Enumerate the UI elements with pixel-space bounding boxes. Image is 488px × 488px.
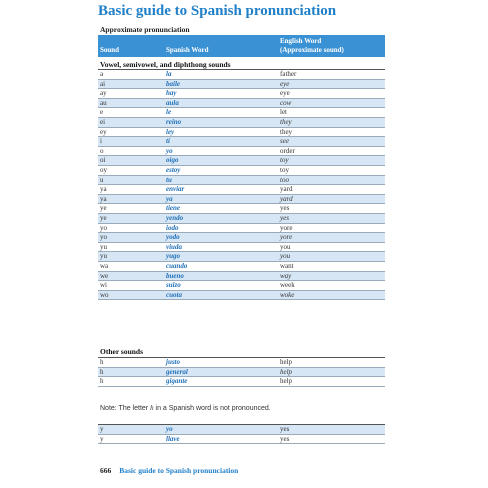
section-title-other: Other sounds bbox=[100, 347, 144, 356]
cell-english-word: they bbox=[280, 127, 293, 136]
table-row bbox=[98, 214, 385, 224]
cell-spanish-word: yendo bbox=[166, 214, 184, 222]
table-row bbox=[98, 377, 385, 387]
cell-spanish-word: justo bbox=[166, 358, 181, 366]
cell-sound: h bbox=[100, 377, 104, 386]
cell-spanish-word: estoy bbox=[166, 166, 181, 174]
header-spanish-word: Spanish Word bbox=[166, 46, 209, 54]
cell-english-word: order bbox=[280, 146, 295, 155]
table-row bbox=[98, 70, 385, 80]
table-row bbox=[98, 281, 385, 291]
table-row bbox=[98, 243, 385, 253]
cell-spanish-word: cuota bbox=[166, 290, 182, 299]
cell-english-word: yes bbox=[280, 434, 290, 443]
cell-spanish-word: yo bbox=[166, 146, 173, 155]
cell-spanish-word: aula bbox=[166, 98, 179, 107]
cell-sound: yo bbox=[100, 233, 107, 242]
cell-spanish-word: yo bbox=[166, 425, 173, 433]
cell-spanish-word: ley bbox=[166, 127, 175, 136]
cell-spanish-word: viuda bbox=[166, 242, 182, 251]
cell-spanish-word: bueno bbox=[166, 271, 184, 280]
table-row bbox=[98, 176, 385, 186]
cell-spanish-word: yodo bbox=[166, 233, 180, 242]
cell-spanish-word: reino bbox=[166, 118, 182, 126]
table-row bbox=[98, 80, 385, 90]
cell-sound: u bbox=[100, 175, 104, 184]
cell-spanish-word: la bbox=[166, 70, 172, 78]
cell-english-word: eye bbox=[280, 79, 290, 88]
cell-sound: ay bbox=[100, 89, 107, 98]
cell-sound: oi bbox=[100, 156, 106, 165]
cell-english-word: help bbox=[280, 367, 293, 376]
cell-english-word: yore bbox=[280, 223, 293, 232]
cell-sound: ya bbox=[100, 185, 107, 194]
cell-english-word: cow bbox=[280, 98, 292, 107]
table-row bbox=[98, 185, 385, 195]
cell-sound: y bbox=[100, 425, 104, 433]
table-row bbox=[98, 272, 385, 282]
cell-english-word: want bbox=[280, 262, 294, 270]
cell-english-word: too bbox=[280, 175, 289, 184]
cell-english-word: let bbox=[280, 108, 287, 117]
cell-spanish-word: general bbox=[166, 367, 188, 376]
cell-english-word: way bbox=[280, 271, 292, 280]
table-row bbox=[98, 435, 385, 445]
cell-spanish-word: tí bbox=[166, 137, 170, 146]
cell-spanish-word: cuando bbox=[166, 262, 188, 270]
cell-sound: o bbox=[100, 146, 104, 155]
cell-sound: ey bbox=[100, 127, 107, 136]
note-text: Note: The letter h in a Spanish word is not pronounced. bbox=[100, 404, 271, 412]
cell-english-word: help bbox=[280, 358, 293, 366]
cell-sound: oy bbox=[100, 166, 107, 174]
cell-sound: h bbox=[100, 367, 104, 376]
cell-spanish-word: iodo bbox=[166, 223, 179, 232]
cell-sound: yu bbox=[100, 252, 107, 261]
cell-english-word: you bbox=[280, 242, 291, 251]
cell-english-word: week bbox=[280, 281, 295, 290]
cell-sound: h bbox=[100, 358, 104, 366]
cell-spanish-word: yugo bbox=[166, 252, 180, 261]
table-row bbox=[98, 425, 385, 435]
table-row bbox=[98, 99, 385, 109]
table-row bbox=[98, 89, 385, 99]
section-title-vowels: Vowel, semivowel, and diphthong sounds bbox=[100, 60, 231, 69]
table-row bbox=[98, 195, 385, 205]
header-english-word: English Word bbox=[280, 37, 322, 45]
cell-sound: ya bbox=[100, 194, 107, 203]
cell-english-word: they bbox=[280, 118, 292, 126]
cell-english-word: see bbox=[280, 137, 289, 146]
cell-english-word: yes bbox=[280, 425, 290, 433]
cell-spanish-word: hay bbox=[166, 89, 177, 98]
cell-spanish-word: tiene bbox=[166, 204, 180, 213]
cell-english-word: help bbox=[280, 377, 293, 386]
cell-english-word: toy bbox=[280, 156, 289, 165]
cell-sound: ei bbox=[100, 118, 106, 126]
cell-english-word: yard bbox=[280, 185, 293, 194]
table-row bbox=[98, 368, 385, 378]
table-row bbox=[98, 156, 385, 166]
table-row bbox=[98, 233, 385, 243]
cell-sound: wo bbox=[100, 290, 109, 299]
cell-spanish-word: llave bbox=[166, 434, 180, 443]
cell-spanish-word: baile bbox=[166, 79, 180, 88]
cell-spanish-word: oigo bbox=[166, 156, 179, 165]
cell-english-word: yore bbox=[280, 233, 293, 242]
cell-english-word: woke bbox=[280, 290, 295, 299]
cell-english-word: toy bbox=[280, 166, 289, 174]
cell-sound: e bbox=[100, 108, 104, 117]
cell-spanish-word: le bbox=[166, 108, 172, 117]
page-footer bbox=[100, 466, 238, 475]
cell-sound: au bbox=[100, 98, 107, 107]
cell-sound: a bbox=[100, 70, 104, 78]
cell-english-word: yes bbox=[280, 214, 289, 222]
cell-english-word: yes bbox=[280, 204, 290, 213]
cell-sound: wi bbox=[100, 281, 107, 290]
table-row bbox=[98, 252, 385, 262]
header-sound: Sound bbox=[100, 46, 120, 54]
table-row bbox=[98, 358, 385, 368]
cell-spanish-word: gigante bbox=[166, 377, 188, 386]
cell-english-word: you bbox=[280, 252, 291, 261]
cell-sound: wa bbox=[100, 262, 109, 270]
table-row bbox=[98, 128, 385, 138]
cell-english-word: father bbox=[280, 70, 297, 78]
table-header bbox=[98, 35, 385, 57]
cell-sound: ye bbox=[100, 214, 107, 222]
table-row bbox=[98, 224, 385, 234]
cell-spanish-word: tu bbox=[166, 175, 172, 184]
table-row bbox=[98, 204, 385, 214]
table-row bbox=[98, 118, 385, 128]
cell-spanish-word: ya bbox=[166, 194, 173, 203]
table-row bbox=[98, 166, 385, 176]
cell-sound: i bbox=[100, 137, 102, 146]
table-row bbox=[98, 137, 385, 147]
subtitle: Approximate pronunciation bbox=[100, 25, 190, 34]
cell-sound: we bbox=[100, 271, 109, 280]
footer-title: Basic guide to Spanish pronunciation bbox=[119, 466, 239, 475]
page-number: 666 bbox=[100, 466, 112, 475]
cell-sound: yo bbox=[100, 223, 107, 232]
cell-sound: ye bbox=[100, 204, 107, 213]
cell-spanish-word: enviar bbox=[166, 185, 185, 194]
cell-sound: ai bbox=[100, 79, 106, 88]
cell-sound: y bbox=[100, 434, 104, 443]
cell-sound: yu bbox=[100, 242, 107, 251]
cell-spanish-word: suizo bbox=[166, 281, 181, 290]
table-row bbox=[98, 291, 385, 301]
cell-english-word: eye bbox=[280, 89, 290, 98]
page-title: Basic guide to Spanish pronunciation bbox=[98, 3, 337, 19]
table-row bbox=[98, 108, 385, 118]
table-row bbox=[98, 147, 385, 157]
table-row bbox=[98, 262, 385, 272]
cell-english-word: yard bbox=[280, 194, 293, 203]
header-english-approx: (Approximate sound) bbox=[280, 46, 344, 54]
